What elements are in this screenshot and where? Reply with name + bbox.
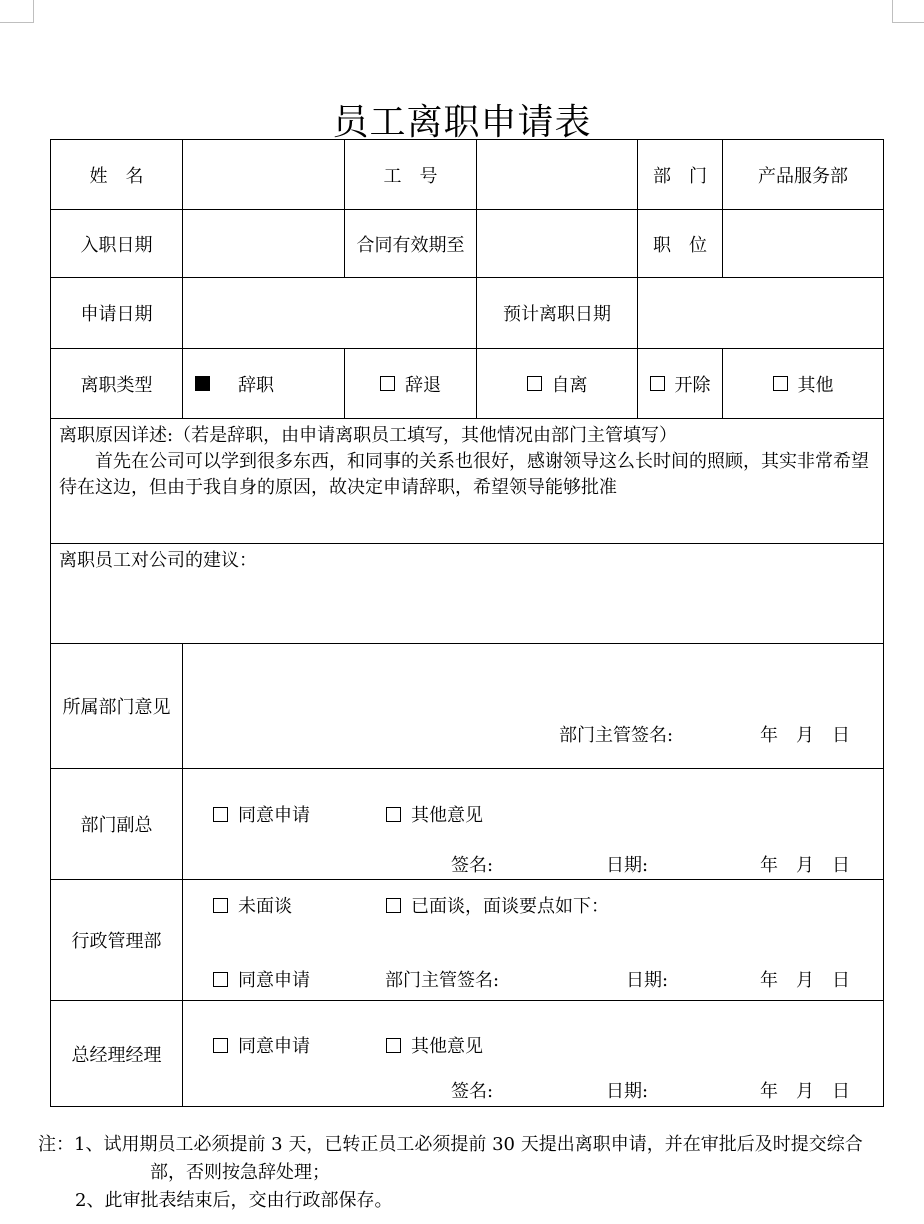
checkbox-icon[interactable] xyxy=(386,1038,401,1053)
reason-text: 首先在公司可以学到很多东西，和同事的关系也很好，感谢领导这么长时间的照顾，其实非常希望待在这边，但由于我自身的原因，故决定申请辞职，希望领导能够批准 xyxy=(59,451,869,498)
dept-opinion-cell[interactable] xyxy=(183,644,884,769)
form-row-dates xyxy=(51,278,884,349)
checkbox-icon[interactable] xyxy=(213,807,228,822)
leave-type-option-dismissed[interactable] xyxy=(345,349,477,419)
form-row-general-manager xyxy=(51,1001,884,1107)
leave-type-option-other[interactable] xyxy=(723,349,884,419)
vice-manager-label: 部门副总 xyxy=(51,769,183,880)
leave-type-option-label: 其他 xyxy=(797,374,834,396)
vice-manager-cell xyxy=(183,769,884,880)
leave-type-option-label: 辞职 xyxy=(238,374,274,396)
admin-not-interviewed-option[interactable] xyxy=(213,892,292,918)
form-row-reason xyxy=(51,419,884,544)
corner-mark-right xyxy=(892,0,924,23)
dept-opinion-label: 所属部门意见 xyxy=(51,644,183,769)
leave-type-label: 离职类型 xyxy=(51,349,183,419)
vice-agree-option[interactable] xyxy=(213,801,310,827)
gm-agree-label: 同意申请 xyxy=(238,1036,310,1057)
checkbox-icon[interactable] xyxy=(386,898,401,913)
employee-no-field[interactable] xyxy=(477,140,638,210)
position-label: 职 位 xyxy=(638,210,723,278)
leave-type-option-self-leave[interactable] xyxy=(477,349,638,419)
expected-leave-date-field[interactable] xyxy=(638,278,884,349)
vice-other-option[interactable] xyxy=(386,801,483,827)
checkbox-icon[interactable] xyxy=(527,376,542,391)
employee-no-label: 工 号 xyxy=(345,140,477,210)
checkbox-icon[interactable] xyxy=(386,807,401,822)
gm-date-label: 年 月 日 xyxy=(760,1081,850,1102)
vice-date-prefix: 日期: xyxy=(606,855,649,876)
vice-date-label: 年 月 日 xyxy=(760,855,850,876)
suggestion-heading: 离职员工对公司的建议： xyxy=(59,550,257,571)
vice-signature-label: 签名: xyxy=(451,855,494,876)
leave-type-option-fired[interactable] xyxy=(638,349,723,419)
corner-mark-left xyxy=(0,0,34,23)
name-field[interactable] xyxy=(183,140,345,210)
department-field[interactable]: 产品服务部 xyxy=(723,140,884,210)
resignation-form-table xyxy=(50,139,884,1107)
gm-agree-option[interactable] xyxy=(213,1032,310,1058)
vice-other-label: 其他意见 xyxy=(411,805,483,826)
reason-heading: 离职原因详述:（若是辞职，由申请离职员工填写，其他情况由部门主管填写） xyxy=(59,425,678,446)
checkbox-icon[interactable] xyxy=(650,376,665,391)
checkbox-icon[interactable] xyxy=(213,898,228,913)
form-row-vice-manager xyxy=(51,769,884,880)
checkbox-icon[interactable] xyxy=(380,376,395,391)
gm-date-prefix: 日期: xyxy=(606,1081,649,1102)
page-title: 员工离职申请表 xyxy=(332,102,592,144)
leave-type-option-label: 开除 xyxy=(674,374,711,396)
vice-agree-label: 同意申请 xyxy=(238,805,310,826)
form-row-leave-type xyxy=(51,349,884,419)
form-row-basic-1 xyxy=(51,140,884,210)
reason-cell[interactable] xyxy=(51,419,884,544)
department-label: 部 门 xyxy=(638,140,723,210)
leave-type-option-label: 自离 xyxy=(551,374,588,396)
admin-not-interviewed-label: 未面谈 xyxy=(238,896,292,917)
leave-type-option-resign[interactable] xyxy=(183,349,345,419)
admin-dept-cell xyxy=(183,880,884,1001)
note-line-3: 2、此审批表结束后，交由行政部保存。 xyxy=(75,1190,393,1211)
note-line-1: 注：1、试用期员工必须提前 3 天，已转正员工必须提前 30 天提出离职申请，并在审批后及时提交综合 xyxy=(38,1134,863,1155)
admin-date-label: 年 月 日 xyxy=(760,970,850,991)
checkbox-icon[interactable] xyxy=(195,376,210,391)
contract-until-label: 合同有效期至 xyxy=(345,210,477,278)
notes xyxy=(38,1131,863,1215)
hire-date-label: 入职日期 xyxy=(51,210,183,278)
note-line-2: 部，否则按急辞处理； xyxy=(150,1162,330,1183)
checkbox-icon[interactable] xyxy=(213,1038,228,1053)
admin-agree-option[interactable] xyxy=(213,966,310,992)
gm-other-option[interactable] xyxy=(386,1032,483,1058)
position-field[interactable] xyxy=(723,210,884,278)
form-row-suggestion xyxy=(51,544,884,644)
apply-date-label: 申请日期 xyxy=(51,278,183,349)
form-row-admin-dept xyxy=(51,880,884,1001)
general-manager-cell xyxy=(183,1001,884,1107)
admin-agree-label: 同意申请 xyxy=(238,970,310,991)
general-manager-label: 总经理经理 xyxy=(51,1001,183,1107)
admin-signature-label: 部门主管签名: xyxy=(385,970,500,991)
gm-signature-label: 签名: xyxy=(451,1081,494,1102)
suggestion-cell[interactable] xyxy=(51,544,884,644)
form-row-dept-opinion xyxy=(51,644,884,769)
contract-until-field[interactable] xyxy=(477,210,638,278)
form-row-basic-2 xyxy=(51,210,884,278)
dept-opinion-date-label: 年 月 日 xyxy=(760,725,850,746)
hire-date-field[interactable] xyxy=(183,210,345,278)
checkbox-icon[interactable] xyxy=(213,972,228,987)
dept-opinion-signature-label: 部门主管签名: xyxy=(559,725,674,746)
checkbox-icon[interactable] xyxy=(773,376,788,391)
admin-dept-label: 行政管理部 xyxy=(51,880,183,1001)
apply-date-field[interactable] xyxy=(183,278,477,349)
admin-interviewed-label: 已面谈，面谈要点如下： xyxy=(411,896,609,917)
gm-other-label: 其他意见 xyxy=(411,1036,483,1057)
expected-leave-date-label: 预计离职日期 xyxy=(477,278,638,349)
admin-interviewed-option[interactable] xyxy=(386,892,609,918)
admin-date-prefix: 日期: xyxy=(626,970,669,991)
leave-type-option-label: 辞退 xyxy=(405,374,441,396)
name-label: 姓 名 xyxy=(51,140,183,210)
